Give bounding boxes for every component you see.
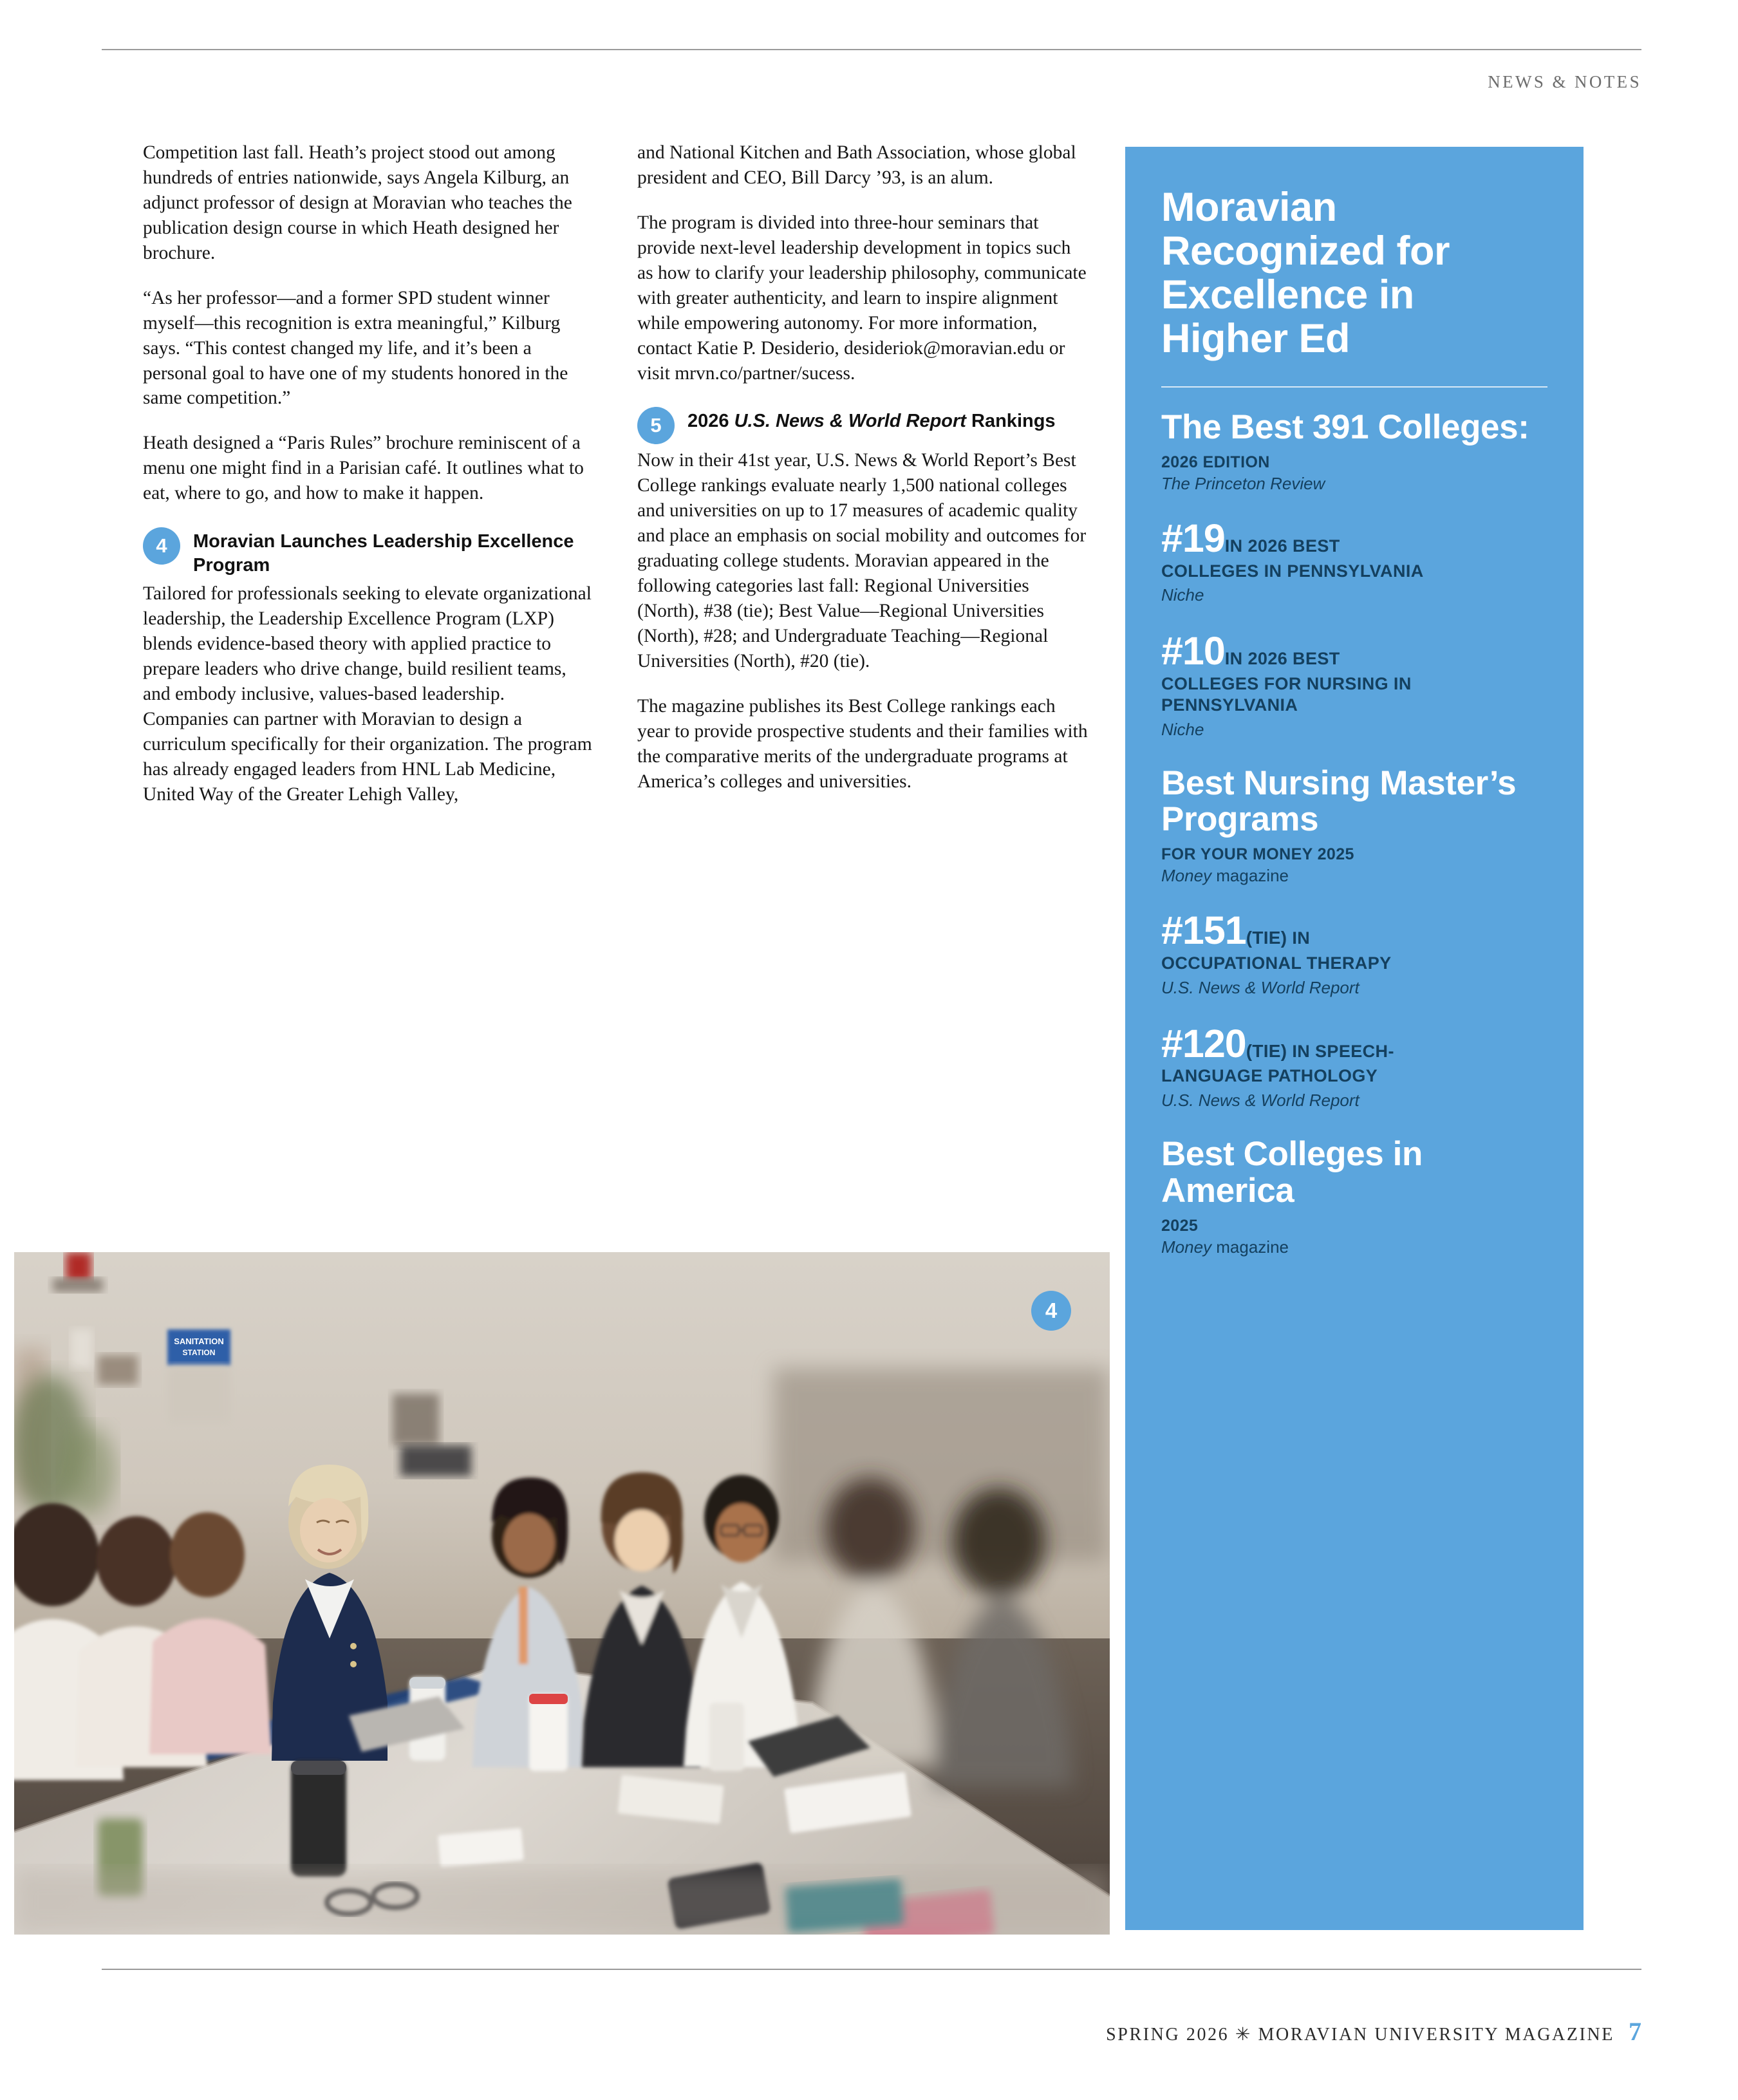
rank-line [1161, 631, 1547, 671]
item-title: Moravian Launches Leadership Excellence Program [193, 531, 574, 576]
footer-divider [102, 1969, 1641, 1970]
award-source-suffix: magazine [1211, 866, 1289, 886]
panel-title: Moravian Recognized for Excellence in Higher Ed [1161, 185, 1450, 362]
award-name: The Best 391 Colleges: [1161, 408, 1529, 447]
award-source: The Princeton Review [1161, 474, 1325, 494]
award-source-suffix: magazine [1211, 1237, 1289, 1257]
rank-number: #120 [1161, 1021, 1246, 1065]
award-source-publication: Money [1161, 1237, 1212, 1257]
rank-source: U.S. News & World Report [1161, 1091, 1360, 1111]
rank-tie-note: (TIE) [1246, 928, 1287, 948]
item-body [143, 581, 593, 807]
news-item-4 [143, 526, 593, 807]
rank-number: #10 [1161, 629, 1225, 673]
rank-entry [1161, 1021, 1547, 1111]
rank-number: #19 [1161, 516, 1225, 561]
paragraph: The magazine publishes its Best College rankings each year to provide prospective students and their families with the comparative merits of the undergraduate programs at America’s colleges and universities. [637, 695, 1088, 792]
item-title-pre: 2026 [687, 411, 734, 432]
news-item-5-heading [637, 406, 1088, 444]
section-kicker: NEWS & NOTES [1488, 72, 1641, 91]
rank-entry [1161, 910, 1547, 997]
award-name: Best Colleges in America [1161, 1135, 1423, 1210]
header-divider [102, 49, 1641, 50]
award-subtitle: 2026 EDITION [1161, 453, 1270, 471]
news-item-5 [637, 406, 1088, 794]
rank-source: Niche [1161, 585, 1204, 605]
photo-artwork [14, 1252, 1110, 1935]
rank-entry [1161, 518, 1547, 605]
rank-number: #151 [1161, 908, 1246, 953]
item-title-post: Rankings [966, 411, 1056, 432]
paragraph: Tailored for professionals seeking to elevate organizational leadership, the Leadership Excellence Program (LXP) blends evidence-based theory with applied practice to prepare leaders who drive change, build resilient teams, and embody inclusive, values-based leadership. Companies can partner with Moravian to design a curriculum specifically for their organization. The program has already engaged leaders from HNL Lab Medicine, United Way of the Greater Lehigh Valley, [143, 583, 592, 805]
rank-source: U.S. News & World Report [1161, 977, 1360, 997]
award-subtitle: 2025 [1161, 1216, 1199, 1235]
news-item-4-heading [143, 526, 593, 577]
item-title-publication: U.S. News & World Report [734, 411, 966, 432]
paragraph: Now in their 41st year, U.S. News & World Report’s Best College rankings evaluate nearly 1,500 national colleges and universities on up to 17 measures of academic quality and place an emphasis on social mobility and outcomes for graduating college students. Moravian appeared in the following categories last fall: Regional Universities (North), #38 (tie); Best Value—Regional Universities (North), #28; and Undergraduate Teaching—Regional Universities (North), #20 (tie). [637, 450, 1087, 671]
rank-line [1161, 518, 1547, 559]
paragraph: and National Kitchen and Bath Association, whose global president and CEO, Bill Darcy ’93, is an alum. [637, 142, 1076, 188]
rank-context-block: LANGUAGE PATHOLOGY [1161, 1066, 1378, 1086]
page-footer [1106, 2016, 1641, 2047]
svg-text:SANITATION: SANITATION [174, 1336, 224, 1346]
rank-context-block: COLLEGES FOR NURSING IN PENNSYLVANIA [1161, 673, 1412, 715]
paragraph: “As her professor—and a former SPD student winner myself—this recognition is extra meaningful,” Kilburg says. “This contest changed my life, and it’s been a personal goal to have one of my students honored in the same competition.” [143, 287, 568, 409]
body-column-left [143, 140, 593, 807]
award-entry [1161, 409, 1547, 494]
page-number: 7 [1629, 2017, 1641, 2046]
award-source [1161, 866, 1547, 886]
body-column-middle [637, 140, 1088, 794]
item-title [687, 406, 1056, 433]
award-source [1161, 1237, 1547, 1257]
seminar-photo [14, 1252, 1110, 1935]
paragraph: Heath designed a “Paris Rules” brochure reminiscent of a menu one might find in a Parisian café. It outlines what to eat, where to go, and how to make it happen. [143, 433, 584, 504]
svg-text:STATION: STATION [182, 1348, 216, 1357]
rank-tie-note: (TIE) [1246, 1040, 1287, 1061]
photo-number-badge: 4 [1031, 1291, 1071, 1331]
paragraph: Competition last fall. Heath’s project stood out among hundreds of entries nationwide, says Angela Kilburg, an adjunct professor of design at Moravian who teaches the publication design course in which Heath designed her brochure. [143, 142, 572, 263]
paragraph: The program is divided into three-hour seminars that provide next-level leadership development in topics such as how to clarify your leadership philosophy, communicate with greater authenticity, and learn to inspire alignment while empowering autonomy. For more information, contact Katie P. Desiderio, desideriok@moravian.edu or visit mrvn.co/partner/sucess. [637, 212, 1087, 384]
award-entry [1161, 1136, 1547, 1257]
footer-text: SPRING 2026 ✳ MORAVIAN UNIVERSITY MAGAZINE [1106, 2025, 1614, 2045]
rank-context-inline: IN 2026 BEST [1224, 649, 1340, 669]
recognition-panel [1125, 147, 1584, 1930]
rank-line [1161, 910, 1547, 951]
rank-context-inline: IN 2026 BEST [1224, 536, 1340, 556]
rank-source: Niche [1161, 719, 1204, 739]
rank-entry [1161, 631, 1547, 739]
rank-context-block: OCCUPATIONAL THERAPY [1161, 953, 1392, 973]
rank-line [1161, 1021, 1547, 1065]
panel-divider [1161, 386, 1547, 388]
rank-context-inline: IN [1287, 928, 1311, 948]
award-subtitle: FOR YOUR MONEY 2025 [1161, 845, 1354, 864]
item-number-badge: 5 [637, 407, 675, 444]
award-source-publication: Money [1161, 866, 1212, 886]
award-entry [1161, 765, 1547, 886]
item-body [637, 448, 1088, 794]
rank-context-block: COLLEGES IN PENNSYLVANIA [1161, 561, 1424, 581]
award-name: Best Nursing Master’s Programs [1161, 764, 1517, 839]
rank-context-inline: IN SPEECH- [1287, 1041, 1394, 1061]
item-number-badge: 4 [143, 527, 180, 565]
